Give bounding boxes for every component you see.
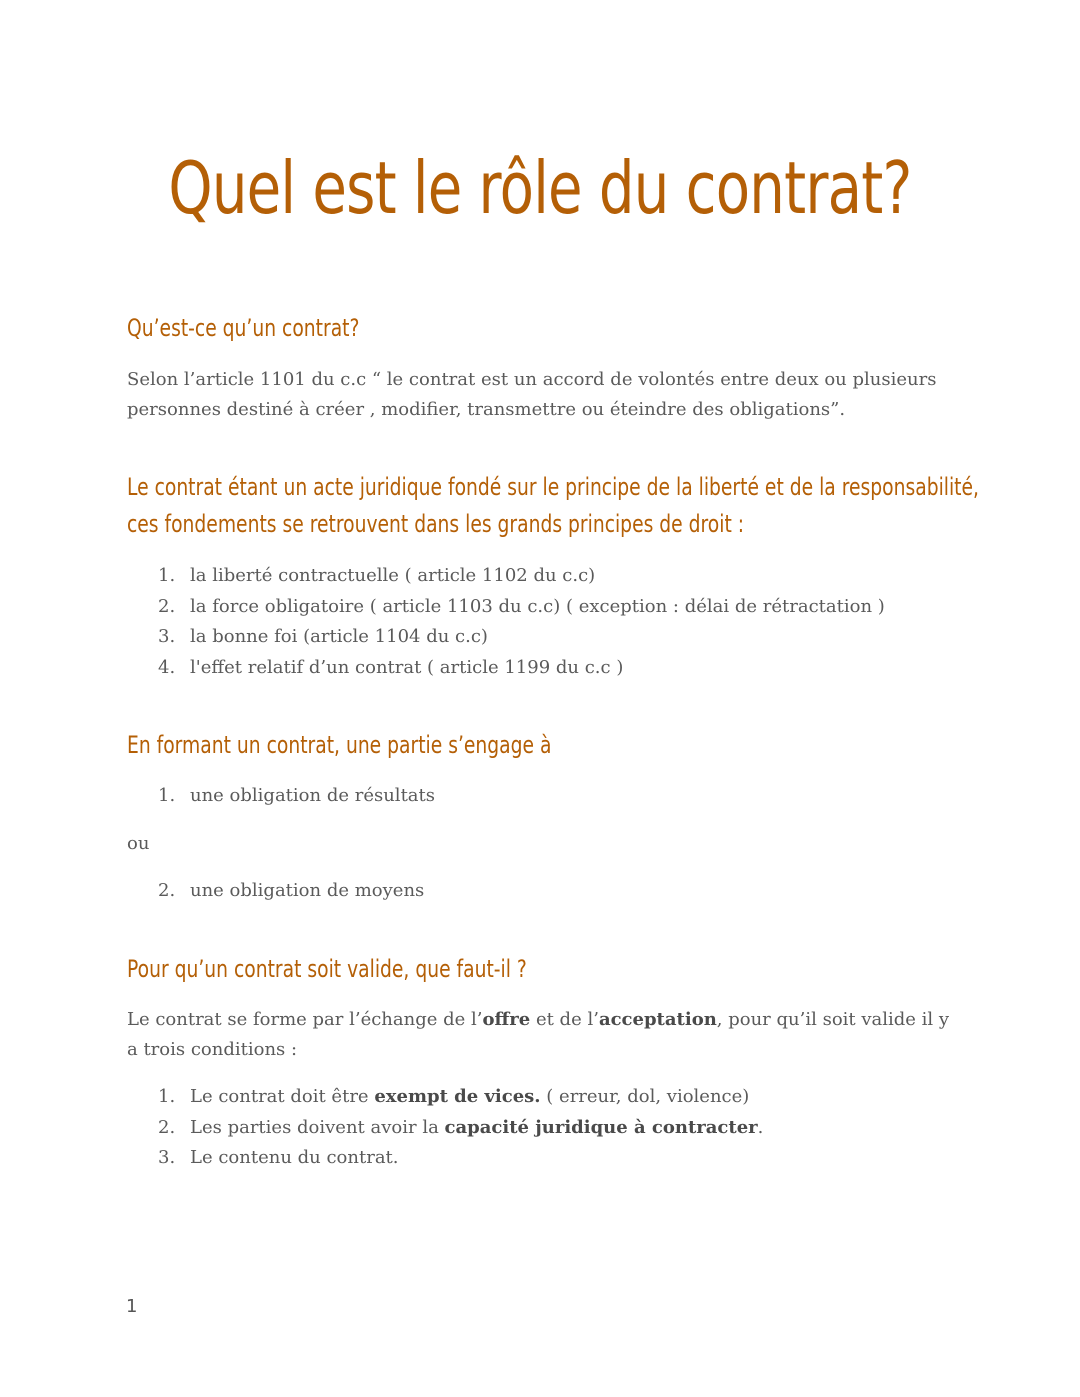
list-number: 2.	[158, 880, 176, 901]
paragraph-definition-line-2: personnes destiné à créer , modifier, transmettre ou éteindre des obligations”.	[127, 399, 846, 420]
list-item-text: Le contenu du contrat.	[190, 1147, 399, 1168]
list-number: 2.	[158, 1116, 176, 1138]
bold-term: exempt de vices.	[374, 1086, 541, 1107]
principles-list	[127, 561, 885, 683]
list-item-text: .	[757, 1116, 764, 1138]
list-item	[127, 622, 885, 653]
list-item	[127, 1143, 763, 1174]
list-number: 3.	[158, 1147, 176, 1168]
paragraph-definition-line-1: Selon l’article 1101 du c.c “ le contrat est un accord de volontés entre deux ou plusieurs	[127, 369, 937, 390]
list-item-text: la force obligatoire ( article 1103 du c.c) ( exception : délai de rétractation )	[190, 595, 885, 617]
list-item-text: Les parties doivent avoir la	[190, 1116, 445, 1138]
list-number: 1.	[158, 565, 176, 586]
section-heading-validity: Pour qu’un contrat soit valide, que faut-il ?	[127, 955, 527, 983]
section-heading-obligations: En formant un contrat, une partie s’engage à	[127, 731, 552, 759]
section-heading-principles-line-1: Le contrat étant un acte juridique fondé sur le principe de la liberté et de la responsabilité,	[127, 473, 979, 501]
list-number: 1.	[158, 785, 176, 806]
list-item-text: la bonne foi (article 1104 du c.c)	[190, 626, 488, 647]
list-item	[127, 876, 424, 907]
list-item	[127, 653, 885, 684]
list-item-text: ( erreur, dol, violence)	[540, 1086, 750, 1107]
list-number: 3.	[158, 626, 176, 647]
section-heading-principles-line-2: ces fondements se retrouvent dans les grands principes de droit :	[127, 510, 745, 538]
page-number: 1	[126, 1296, 138, 1317]
list-item	[127, 1082, 763, 1113]
list-number: 2.	[158, 595, 176, 617]
obligations-list-2	[127, 876, 424, 907]
text-segment: , pour qu’il soit valide il y	[716, 1009, 950, 1030]
text-segment: Le contrat se forme par l’échange de l’	[127, 1009, 483, 1030]
paragraph-validity-line-1	[127, 1005, 957, 1035]
list-item	[127, 781, 435, 812]
list-number: 4.	[158, 656, 176, 678]
list-item-text: l'effet relatif d’un contrat ( article 1199 du c.c )	[190, 656, 624, 678]
bold-term: capacité juridique à contracter	[444, 1116, 758, 1138]
section-heading-what-is-contract: Qu’est-ce qu’un contrat?	[127, 314, 360, 342]
list-item-text: la liberté contractuelle ( article 1102 du c.c)	[190, 565, 596, 586]
list-item-text: Le contrat doit être	[190, 1086, 375, 1107]
list-number: 1.	[158, 1086, 176, 1107]
list-item	[127, 1113, 763, 1144]
bold-term-offre: offre	[482, 1009, 531, 1030]
list-item-text: une obligation de moyens	[190, 880, 425, 901]
connector-text: ou	[127, 833, 150, 854]
list-item	[127, 561, 885, 592]
list-item-text: une obligation de résultats	[190, 785, 436, 806]
list-item	[127, 592, 885, 623]
obligations-list-1	[127, 781, 435, 812]
paragraph-validity-line-2: a trois conditions :	[127, 1039, 298, 1060]
validity-conditions-list	[127, 1082, 763, 1174]
bold-term-acceptation: acceptation	[598, 1009, 717, 1030]
text-segment: et de l’	[530, 1009, 599, 1030]
document-title: Quel est le rôle du contrat?	[168, 146, 912, 230]
